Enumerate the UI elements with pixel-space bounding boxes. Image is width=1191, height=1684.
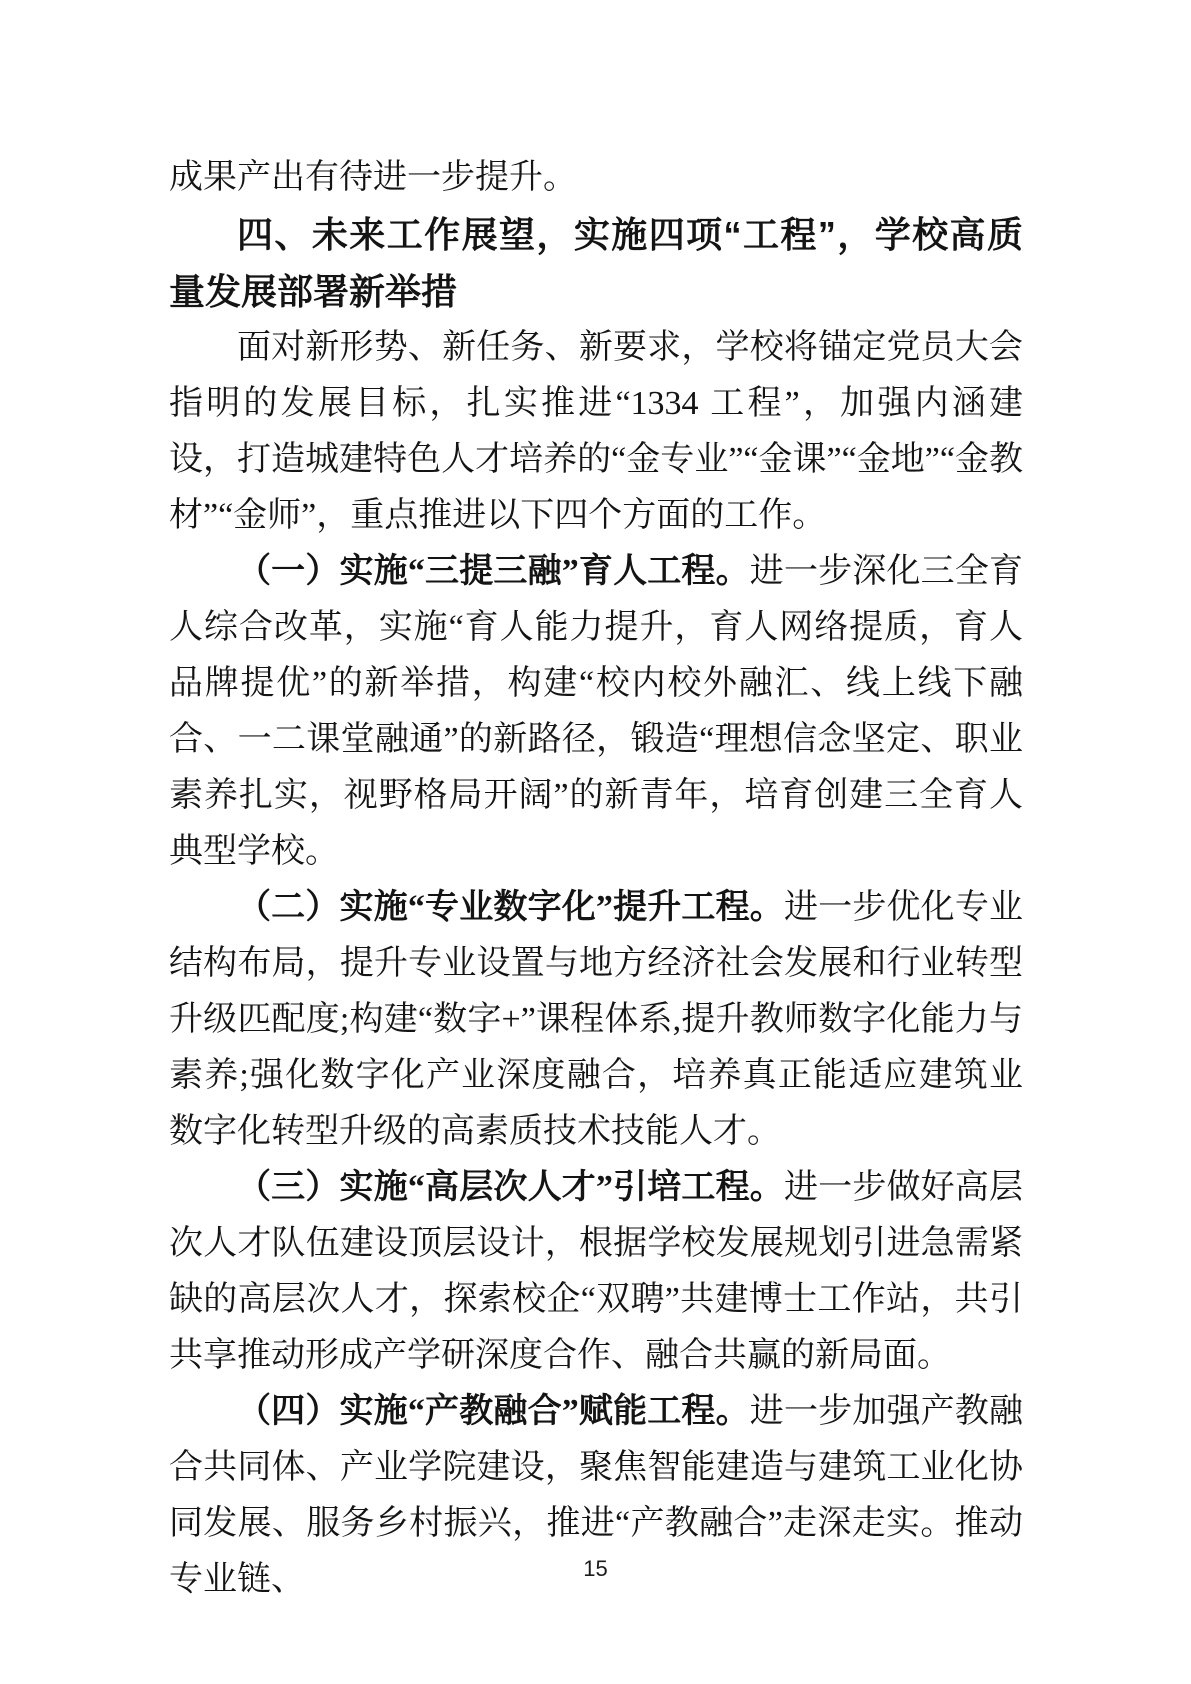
document-body (169, 150, 1023, 1608)
page-number: 15 (583, 1556, 608, 1581)
item-1-text: 进一步深化三全育人综合改革，实施“育人能力提升，育人网络提质，育人品牌提优”的新举措，构建“校内校外融汇、线上线下融合、一二课堂融通”的新路径，锻造“理想信念坚定、职业素养扎实，视野格局开阔”的新青年，培育创建三全育人典型学校。 (169, 553, 1024, 870)
paragraph-item-2 (169, 880, 1023, 1160)
paragraph-item-3 (169, 1160, 1023, 1384)
item-2-text: 进一步优化专业结构布局，提升专业设置与地方经济社会发展和行业转型升级匹配度;构建“数字+”课程体系,提升教师数字化能力与素养;强化数字化产业深度融合，培养真正能适应建筑业数字化转型升级的高素质技术技能人才。 (169, 889, 1024, 1150)
item-1-lead: （一）实施“三提三融”育人工程。 (237, 553, 750, 590)
paragraph-intro: 面对新形势、新任务、新要求，学校将锚定党员大会指明的发展目标，扎实推进“1334 工程”，加强内涵建设，打造城建特色人才培养的“金专业”“金课”“金地”“金教材”“金师”，重点推进以下四个方面的工作。 (169, 329, 1023, 534)
item-2-lead: （二）实施“专业数字化”提升工程。 (237, 889, 784, 926)
item-4-lead: （四）实施“产教融合”赋能工程。 (237, 1393, 750, 1430)
paragraph-item-1 (169, 544, 1023, 880)
section-heading: 四、未来工作展望，实施四项“工程”，学校高质量发展部署新举措 (169, 214, 1023, 312)
paragraph-continuation: 成果产出有待进一步提升。 (169, 159, 577, 196)
item-4-text: 进一步加强产教融合共同体、产业学院建设，聚焦智能建造与建筑工业化协同发展、服务乡村振兴，推进“产教融合”走深走实。推动专业链、 (169, 1393, 1024, 1598)
item-3-lead: （三）实施“高层次人才”引培工程。 (237, 1169, 784, 1206)
item-3-text: 进一步做好高层次人才队伍建设顶层设计，根据学校发展规划引进急需紧缺的高层次人才，探索校企“双聘”共建博士工作站，共引共享推动形成产学研深度合作、融合共赢的新局面。 (169, 1169, 1024, 1374)
